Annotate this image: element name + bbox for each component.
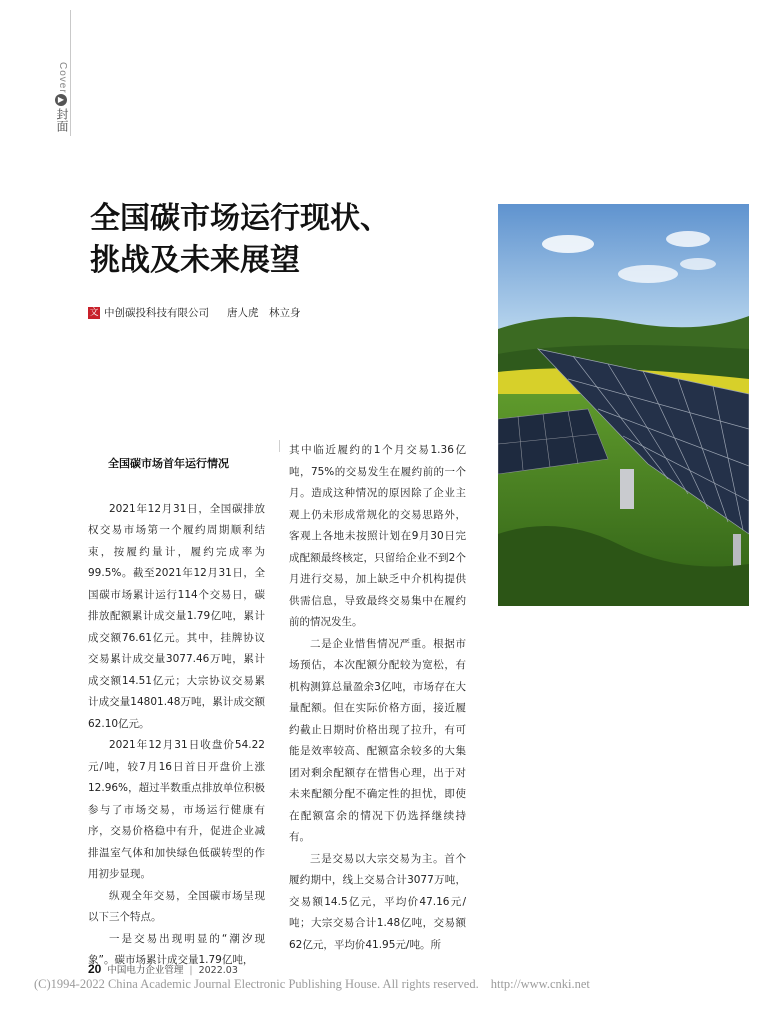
paragraph: 2021年12月31日，全国碳排放权交易市场第一个履约周期顺利结束，按履约量计，履约完成率为99.5%。截至2021年12月31日，全国碳市场累计运行114个交易日，碳排放配额累计成交量1.79亿吨，累计成交额76.61亿元。其中，挂牌协议交易累计成交量3077.46万吨，累计成交额14.51亿元；大宗协议交易累计成交量14801.48万吨，累计成交额62.10亿元。 [88, 502, 265, 730]
side-rule [70, 10, 71, 136]
solar-panels-field-image [498, 204, 749, 606]
paragraph: 纵观全年交易，全国碳市场呈现以下三个特点。 [88, 889, 265, 923]
journal-name: 中国电力企业管理 [107, 965, 184, 976]
paragraph: 三是交易以大宗交易为主。首个履约期中，线上交易合计3077万吨，交易额14.5亿元，平均价47.16元/吨；大宗交易合计1.48亿吨，交易额62亿元，平均价41.95元/吨。所 [289, 852, 466, 951]
column-divider [279, 440, 280, 452]
article-column-right [289, 440, 466, 956]
byline-tag: 文 [89, 307, 99, 318]
paragraph: 二是企业惜售情况严重。根据市场预估，本次配额分配较为宽松，有机构测算总量盈余3亿吨，市场存在大量配额。但在实际价格方面，接近履约截止日期时价格出现了拉升，有可能是效率较高、配额富余较多的大集团对剩余配额存在惜售心理，出于对未来配额分配不确定性的担忧，即使在配额富余的情况下仍选择继续持有。 [289, 637, 466, 843]
byline-organization: 中创碳投科技有限公司 [104, 307, 209, 319]
section-label-chinese: 封面 [55, 108, 69, 132]
article-title [90, 198, 420, 282]
solar-panels-photo [498, 204, 749, 606]
paragraph: 一是交易出现明显的“潮汐现象”。碳市场累计成交量1.79亿吨， [88, 932, 265, 966]
title-line-2: 挑战及未来展望 [90, 243, 300, 278]
issue-number: 2022.03 [198, 965, 238, 976]
byline-authors: 唐人虎 林立身 [227, 307, 301, 319]
article-column-left [88, 445, 265, 972]
page-number: 20 [88, 962, 102, 976]
section-logo-icon: ▶ [55, 94, 67, 106]
paragraph-continuation: 其中临近履约的1个月交易1.36亿吨，75%的交易发生在履约前的一个月。造成这种情况的原因除了企业主观上仍未形成常规化的交易思路外，客观上各地未按照计划在9月30日完成配额最终核定，只留给企业不到2个月进行交易，加上缺乏中介机构提供供需信息，导致最终交易集中在履约前的情况发生。 [289, 444, 466, 628]
copyright-notice [34, 977, 590, 992]
section-heading: 全国碳市场首年运行情况 [108, 457, 229, 470]
title-line-1: 全国碳市场运行现状、 [90, 201, 390, 236]
copyright-text: (C)1994-2022 China Academic Journal Electronic Publishing House. All rights reserved. [34, 977, 479, 991]
section-label-english: Cover [57, 62, 68, 94]
cnki-link[interactable]: http://www.cnki.net [490, 977, 590, 991]
byline [88, 305, 301, 320]
footer-separator: | [189, 965, 193, 976]
paragraph: 2021年12月31日收盘价54.22元/吨，较7月16日首日开盘价上涨12.96%，超过半数重点排放单位积极参与了市场交易，市场运行健康有序，交易价格稳中有升，促进企业减排温室气体和加快绿色低碳转型的作用初步显现。 [88, 739, 265, 880]
page-footer [88, 962, 238, 976]
